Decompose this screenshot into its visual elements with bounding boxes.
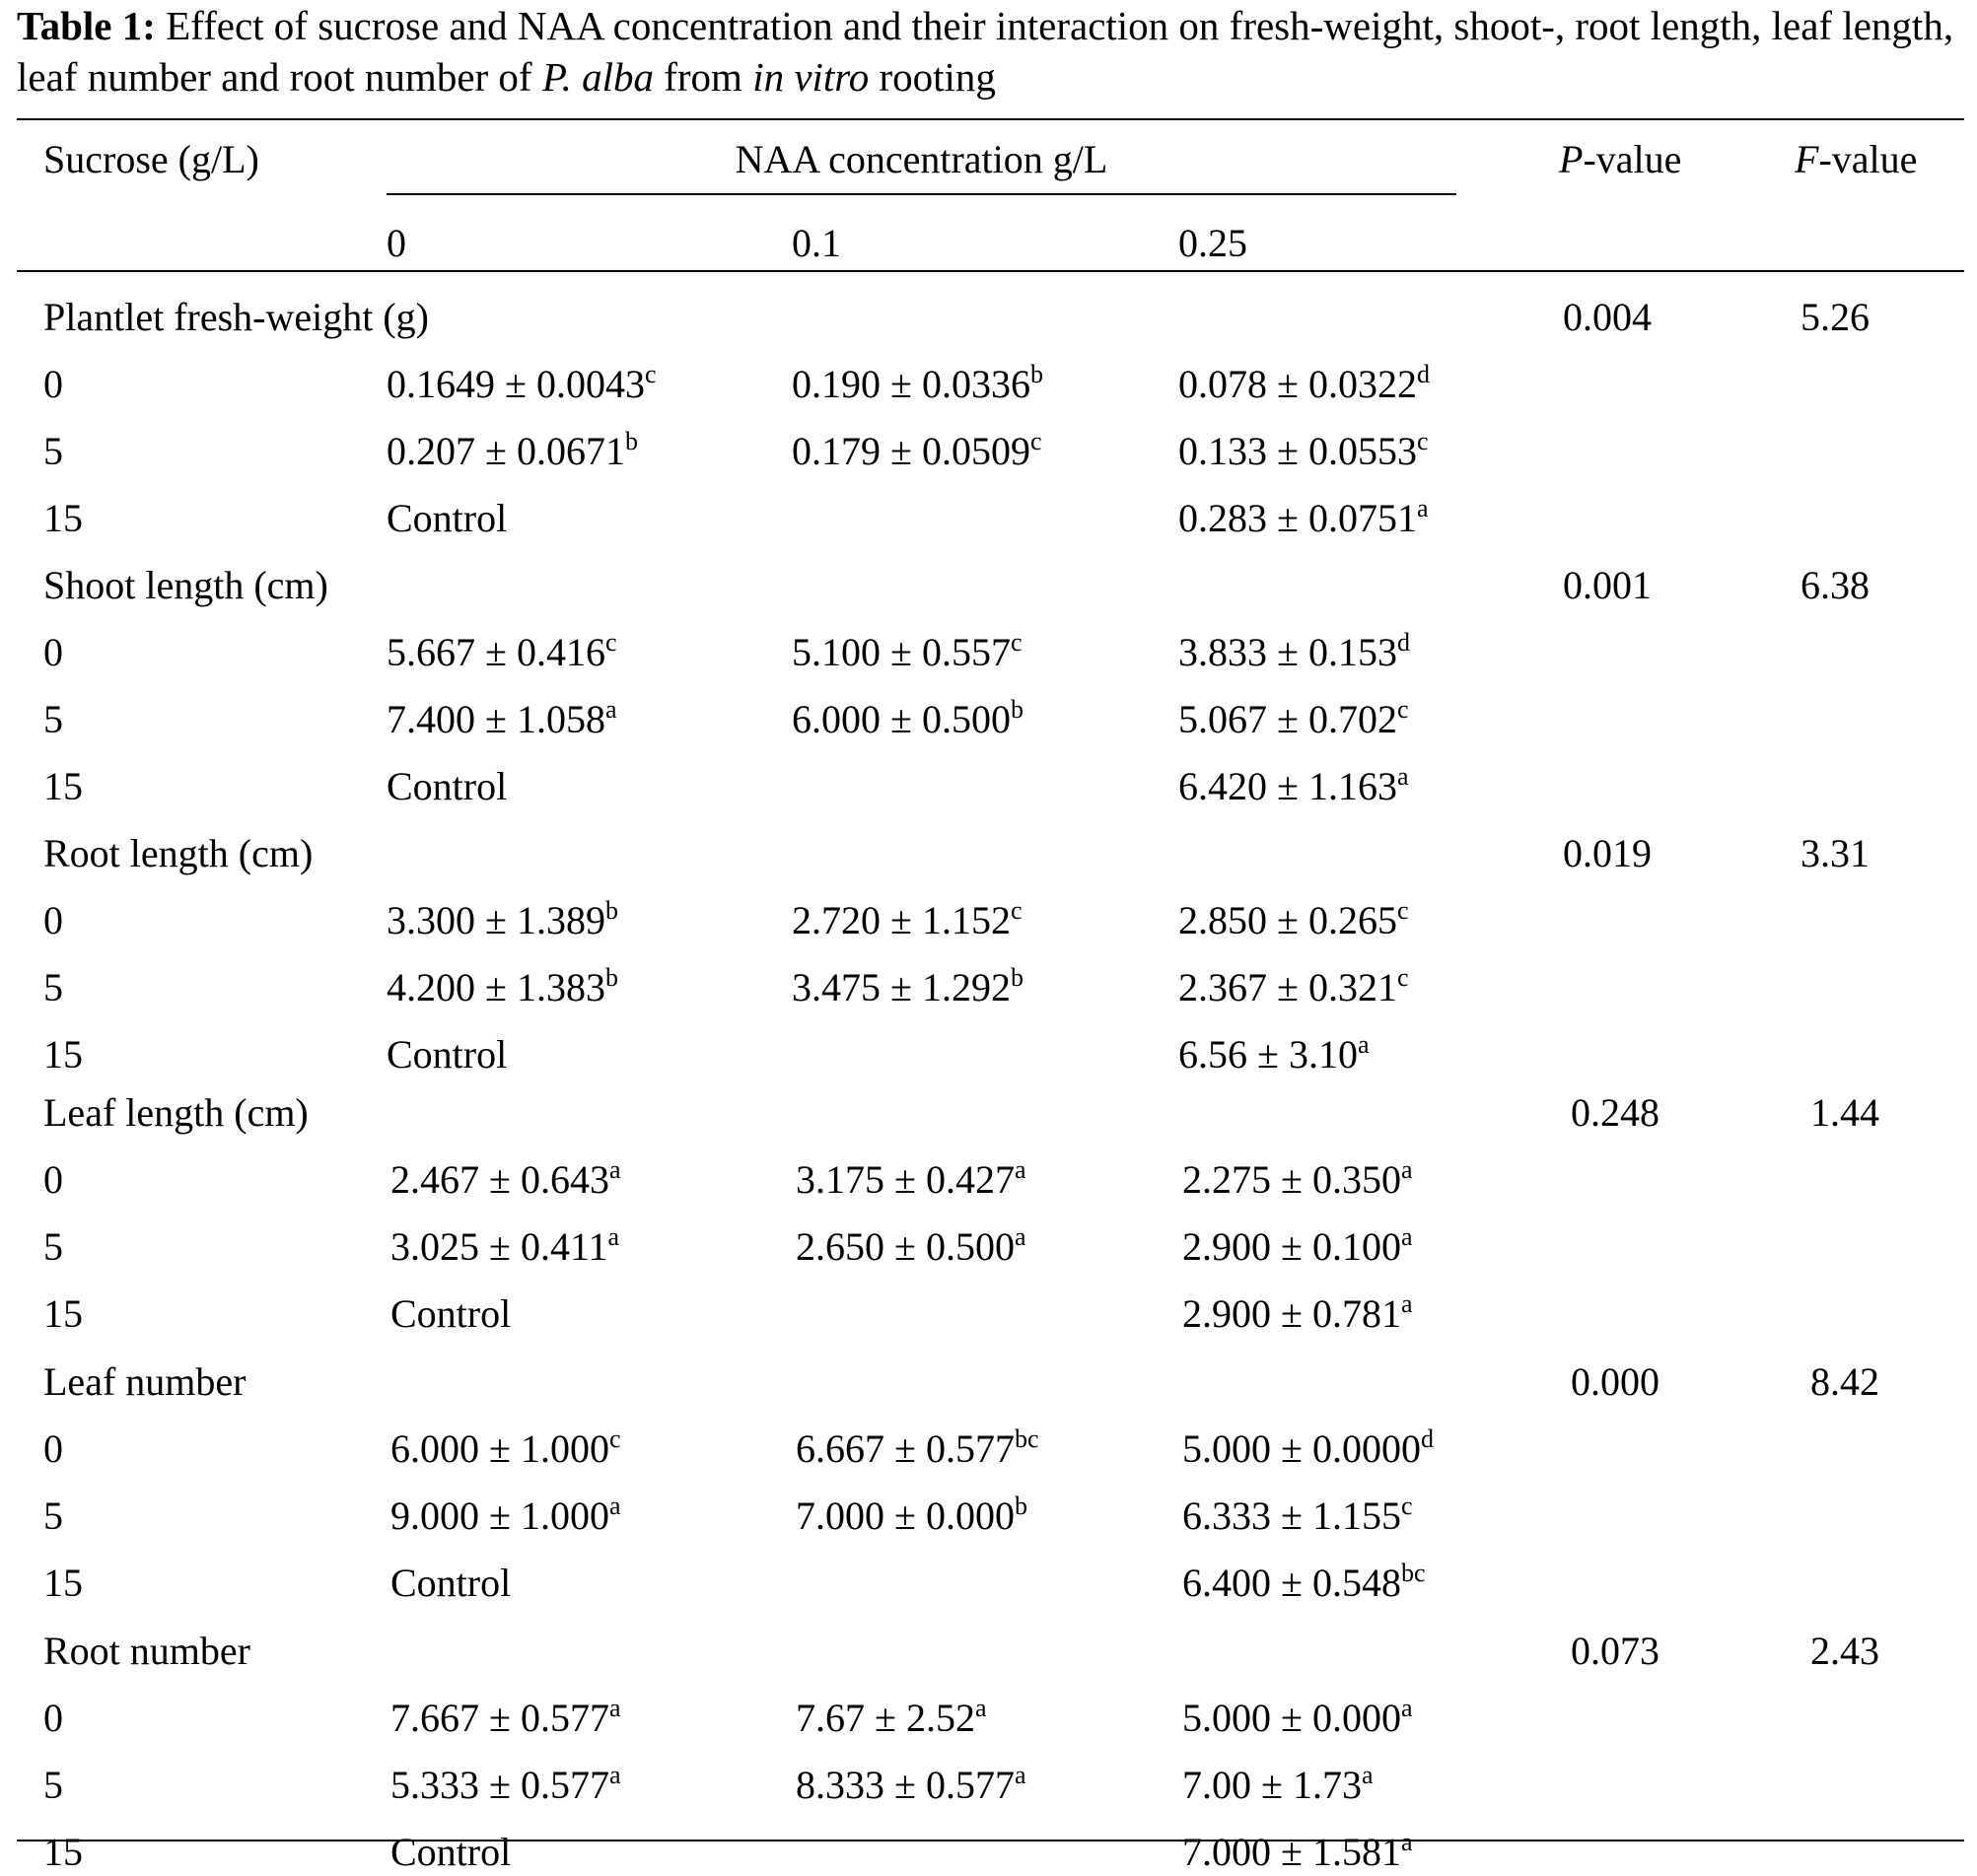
cell-value: 2.367 ± 0.321 (1178, 965, 1397, 1009)
significance-letter: d (1416, 360, 1430, 388)
header-naa-level: 0.1 (792, 221, 841, 265)
data-cell (1178, 1031, 1370, 1078)
significance-letter: c (1396, 896, 1409, 925)
cell-value: 0.283 ± 0.0751 (1178, 496, 1417, 540)
significance-letter: b (1010, 963, 1024, 992)
cell-value: 0.179 ± 0.0509 (792, 429, 1030, 473)
sucrose-level: 0 (43, 630, 63, 674)
significance-letter: b (1014, 1492, 1027, 1520)
data-cell (390, 1156, 621, 1204)
table-bottom-rule (17, 1840, 1964, 1841)
p-value: 0.004 (1563, 295, 1652, 339)
p-value: 0.001 (1563, 563, 1652, 607)
cell-value: 7.000 ± 0.000 (796, 1494, 1015, 1538)
cell-value: 6.420 ± 1.163 (1178, 764, 1397, 808)
sucrose-level: 0 (43, 1157, 63, 1202)
header-naa: NAA concentration g/L (735, 137, 1108, 181)
cell-value: 8.333 ± 0.577 (796, 1763, 1015, 1807)
header-p-suffix: -value (1583, 137, 1682, 181)
p-value: 0.000 (1571, 1359, 1659, 1404)
data-cell (792, 361, 1043, 408)
sucrose-level: 5 (43, 1224, 63, 1269)
cell-value: 2.720 ± 1.152 (792, 898, 1011, 942)
cell-value: 2.900 ± 0.781 (1182, 1291, 1401, 1336)
data-cell (1182, 1560, 1426, 1607)
section-title: Root number (43, 1629, 250, 1673)
data-cell (390, 1425, 621, 1473)
significance-letter: c (608, 1424, 621, 1453)
header-f-symbol: F (1795, 137, 1819, 181)
significance-letter: c (1010, 628, 1023, 657)
cell-value: 3.025 ± 0.411 (390, 1224, 608, 1269)
significance-letter: a (974, 1694, 987, 1722)
significance-letter: a (1400, 1828, 1413, 1856)
sucrose-level: 15 (43, 764, 83, 808)
significance-letter: a (1400, 1694, 1413, 1722)
data-cell (1182, 1425, 1434, 1473)
cell-value: 5.100 ± 0.557 (792, 630, 1011, 674)
sucrose-level: 0 (43, 362, 63, 406)
data-cell (1182, 1493, 1413, 1540)
data-cell (390, 1762, 621, 1809)
cell-value: 0.133 ± 0.0553 (1178, 429, 1417, 473)
cell-value: Control (387, 496, 508, 540)
significance-letter: c (1396, 963, 1409, 992)
cell-value: Control (390, 1291, 512, 1336)
sucrose-level: 5 (43, 1763, 63, 1807)
cell-value: 9.000 ± 1.000 (390, 1494, 609, 1538)
significance-letter: a (1014, 1761, 1026, 1789)
header-p-symbol: P (1559, 137, 1584, 181)
data-cell (1178, 495, 1429, 542)
sucrose-level: 5 (43, 429, 63, 473)
cell-value: 3.300 ± 1.389 (387, 898, 605, 942)
f-value: 6.38 (1800, 563, 1870, 607)
data-cell (390, 1560, 511, 1607)
data-cell (387, 428, 638, 475)
significance-letter: d (1396, 628, 1410, 657)
cell-value: 2.850 ± 0.265 (1178, 898, 1397, 942)
data-cell (796, 1425, 1039, 1473)
significance-letter: b (604, 896, 618, 925)
f-value: 3.31 (1800, 831, 1870, 875)
section-title: Leaf number (43, 1359, 247, 1404)
header-p-value (1559, 136, 1681, 183)
significance-letter: c (1416, 427, 1429, 455)
table-caption (17, 0, 1964, 103)
cell-value: 5.000 ± 0.000 (1182, 1696, 1401, 1740)
cell-value: 3.833 ± 0.153 (1178, 630, 1397, 674)
sucrose-level: 15 (43, 1291, 83, 1336)
p-value: 0.248 (1571, 1090, 1659, 1135)
significance-letter: bc (1014, 1424, 1039, 1453)
data-cell (792, 696, 1024, 743)
section-title: Plantlet fresh-weight (g) (43, 295, 429, 339)
header-sucrose: Sucrose (g/L) (43, 137, 259, 181)
cell-value: Control (387, 1032, 508, 1077)
naa-header-rule (387, 193, 1456, 195)
cell-value: 6.000 ± 1.000 (390, 1426, 609, 1471)
data-cell (1182, 1223, 1413, 1271)
data-cell (387, 964, 618, 1011)
sucrose-level: 5 (43, 1494, 63, 1538)
significance-letter: c (604, 628, 617, 657)
data-cell (1178, 629, 1410, 676)
section-title: Shoot length (cm) (43, 563, 328, 607)
data-cell (1178, 696, 1409, 743)
section-title: Root length (cm) (43, 831, 314, 875)
caption-text-b: from (653, 54, 753, 100)
sucrose-level: 5 (43, 965, 63, 1009)
cell-value: 2.900 ± 0.100 (1182, 1224, 1401, 1269)
data-cell (387, 629, 617, 676)
cell-value: 7.000 ± 1.581 (1182, 1830, 1401, 1874)
cell-value: Control (387, 764, 508, 808)
significance-letter: a (1400, 1155, 1413, 1184)
sucrose-level: 0 (43, 1696, 63, 1740)
significance-letter: d (1420, 1424, 1434, 1453)
significance-letter: a (1396, 762, 1409, 791)
significance-letter: b (624, 427, 638, 455)
significance-letter: a (1357, 1030, 1370, 1059)
data-cell (1182, 1695, 1413, 1742)
cell-value: 5.067 ± 0.702 (1178, 697, 1397, 741)
caption-text-c: rooting (869, 54, 996, 100)
sucrose-level: 15 (43, 1032, 83, 1077)
data-cell (390, 1829, 511, 1876)
cell-value: 7.667 ± 0.577 (390, 1696, 609, 1740)
data-cell (387, 361, 657, 408)
data-cell (796, 1223, 1026, 1271)
data-cell (792, 897, 1023, 944)
data-cell (390, 1290, 511, 1338)
data-cell (796, 1493, 1027, 1540)
cell-value: 7.00 ± 1.73 (1182, 1763, 1362, 1807)
cell-value: 6.333 ± 1.155 (1182, 1494, 1401, 1538)
data-cell (796, 1156, 1026, 1204)
data-cell (1178, 428, 1429, 475)
data-cell (390, 1223, 619, 1271)
data-cell (1178, 361, 1430, 408)
section-title: Leaf length (cm) (43, 1090, 309, 1135)
header-naa-level: 0 (387, 221, 406, 265)
sucrose-level: 5 (43, 697, 63, 741)
f-value: 5.26 (1800, 295, 1870, 339)
significance-letter: a (608, 1155, 621, 1184)
significance-letter: b (1029, 360, 1043, 388)
cell-value: 2.275 ± 0.350 (1182, 1157, 1401, 1202)
data-cell (387, 495, 507, 542)
cell-value: 2.467 ± 0.643 (390, 1157, 609, 1202)
significance-letter: b (604, 963, 618, 992)
significance-letter: a (607, 1222, 620, 1251)
significance-letter: c (1029, 427, 1042, 455)
cell-value: 5.667 ± 0.416 (387, 630, 605, 674)
cell-value: 6.400 ± 0.548 (1182, 1561, 1401, 1605)
cell-value: 4.200 ± 1.383 (387, 965, 605, 1009)
cell-value: 0.190 ± 0.0336 (792, 362, 1030, 406)
significance-letter: a (608, 1694, 621, 1722)
header-naa-level: 0.25 (1178, 221, 1247, 265)
cell-value: 3.175 ± 0.427 (796, 1157, 1015, 1202)
caption-method: in vitro (752, 54, 870, 100)
f-value: 2.43 (1810, 1629, 1879, 1673)
cell-value: 0.207 ± 0.0671 (387, 429, 625, 473)
significance-letter: a (1400, 1289, 1413, 1318)
data-cell (1182, 1156, 1413, 1204)
cell-value: 3.475 ± 1.292 (792, 965, 1011, 1009)
sucrose-level: 15 (43, 1830, 83, 1874)
significance-letter: a (604, 695, 617, 724)
cell-value: 6.56 ± 3.10 (1178, 1032, 1358, 1077)
f-value: 1.44 (1810, 1090, 1879, 1135)
cell-value: 7.400 ± 1.058 (387, 697, 605, 741)
data-cell (387, 696, 617, 743)
data-cell (390, 1493, 621, 1540)
data-cell (1182, 1762, 1374, 1809)
significance-letter: c (1396, 695, 1409, 724)
significance-letter: a (1361, 1761, 1374, 1789)
header-f-suffix: -value (1818, 137, 1918, 181)
cell-value: 0.078 ± 0.0322 (1178, 362, 1417, 406)
data-cell (387, 763, 507, 810)
table-header-rule (17, 270, 1964, 272)
significance-letter: a (608, 1492, 621, 1520)
data-cell (1182, 1290, 1413, 1338)
f-value: 8.42 (1810, 1359, 1879, 1404)
table-top-rule (17, 118, 1964, 120)
significance-letter: a (608, 1761, 621, 1789)
cell-value: 7.67 ± 2.52 (796, 1696, 975, 1740)
cell-value: Control (390, 1561, 512, 1605)
significance-letter: a (1014, 1222, 1026, 1251)
sucrose-level: 15 (43, 1561, 83, 1605)
cell-value: 5.000 ± 0.0000 (1182, 1426, 1421, 1471)
significance-letter: a (1014, 1155, 1026, 1184)
significance-letter: c (644, 360, 657, 388)
data-cell (1178, 763, 1409, 810)
header-f-value (1795, 136, 1917, 183)
data-cell (792, 428, 1042, 475)
caption-label: Table 1: (17, 3, 156, 48)
data-cell (390, 1695, 621, 1742)
significance-letter: c (1010, 896, 1023, 925)
cell-value: 5.333 ± 0.577 (390, 1763, 609, 1807)
sucrose-level: 0 (43, 1426, 63, 1471)
data-cell (792, 629, 1023, 676)
data-cell (1178, 897, 1409, 944)
cell-value: Control (390, 1830, 512, 1874)
significance-letter: c (1400, 1492, 1413, 1520)
cell-value: 6.000 ± 0.500 (792, 697, 1011, 741)
cell-value: 0.1649 ± 0.0043 (387, 362, 645, 406)
caption-text-a: Effect of sucrose and NAA concentration and their interaction on fresh-weight, shoot-, root length, leaf length, leaf number and root number of (17, 3, 1954, 100)
data-cell (387, 897, 618, 944)
sucrose-level: 15 (43, 496, 83, 540)
cell-value: 6.667 ± 0.577 (796, 1426, 1015, 1471)
significance-letter: bc (1400, 1559, 1426, 1587)
data-cell (792, 964, 1024, 1011)
data-cell (796, 1762, 1026, 1809)
significance-letter: b (1010, 695, 1024, 724)
significance-letter: a (1400, 1222, 1413, 1251)
significance-letter: a (1416, 494, 1429, 522)
p-value: 0.073 (1571, 1629, 1659, 1673)
caption-species: P. alba (541, 54, 654, 100)
data-cell (1182, 1829, 1413, 1876)
cell-value: 2.650 ± 0.500 (796, 1224, 1015, 1269)
data-cell (796, 1695, 987, 1742)
data-cell (387, 1031, 507, 1078)
sucrose-level: 0 (43, 898, 63, 942)
data-cell (1178, 964, 1409, 1011)
p-value: 0.019 (1563, 831, 1652, 875)
